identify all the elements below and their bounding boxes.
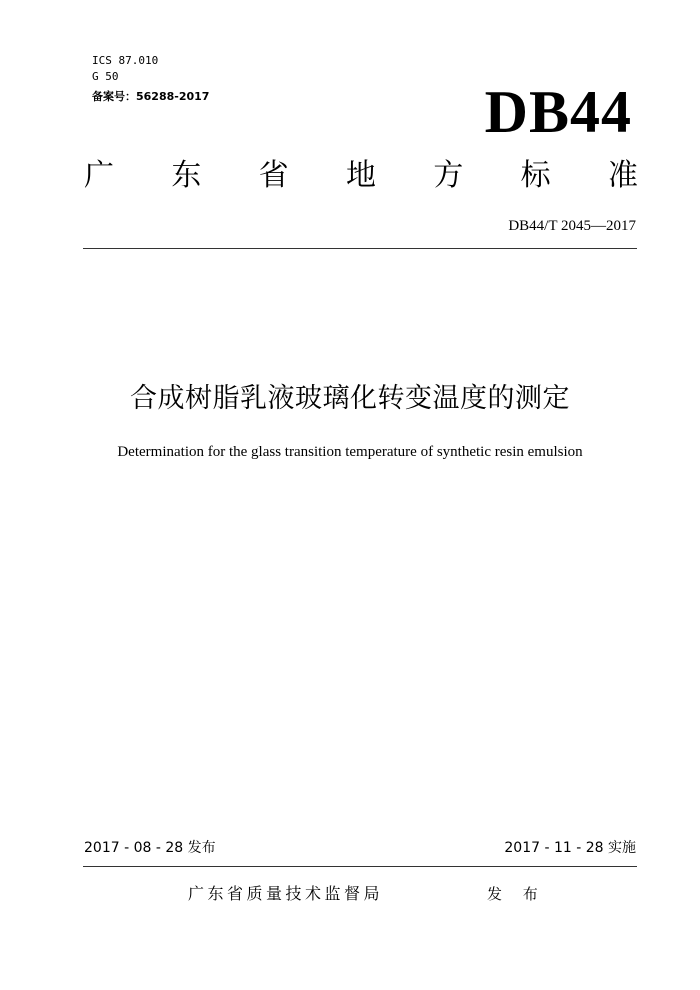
standard-type-char: 方 — [433, 158, 464, 193]
standard-type-char: 广 — [84, 158, 114, 193]
top-divider — [83, 248, 637, 249]
record-number: 备案号：56288-2017 — [92, 90, 210, 103]
standard-type-char: 准 — [607, 158, 638, 193]
standard-type-char: 地 — [345, 158, 376, 193]
publish-label: 发 布 — [487, 885, 546, 903]
document-title-english: Determination for the glass transition temperature of synthetic resin emulsion — [117, 444, 583, 460]
standard-type-heading — [84, 156, 638, 196]
issuing-authority: 广东省质量技术监督局 — [188, 884, 384, 903]
bottom-divider — [83, 866, 637, 867]
standard-number: DB44/T 2045—2017 — [508, 218, 636, 234]
standard-type-char: 标 — [520, 158, 551, 193]
document-title-chinese: 合成树脂乳液玻璃化转变温度的测定 — [130, 383, 570, 414]
issue-date: 2017 - 08 - 28 发布 — [84, 840, 216, 856]
standard-type-char: 东 — [171, 158, 202, 193]
classification-code: G 50 — [92, 70, 119, 83]
ics-code: ICS 87.010 — [92, 54, 159, 67]
standard-type-char: 省 — [258, 158, 289, 193]
implementation-date: 2017 - 11 - 28 实施 — [504, 840, 636, 856]
db44-logo: DB44 — [484, 79, 632, 145]
